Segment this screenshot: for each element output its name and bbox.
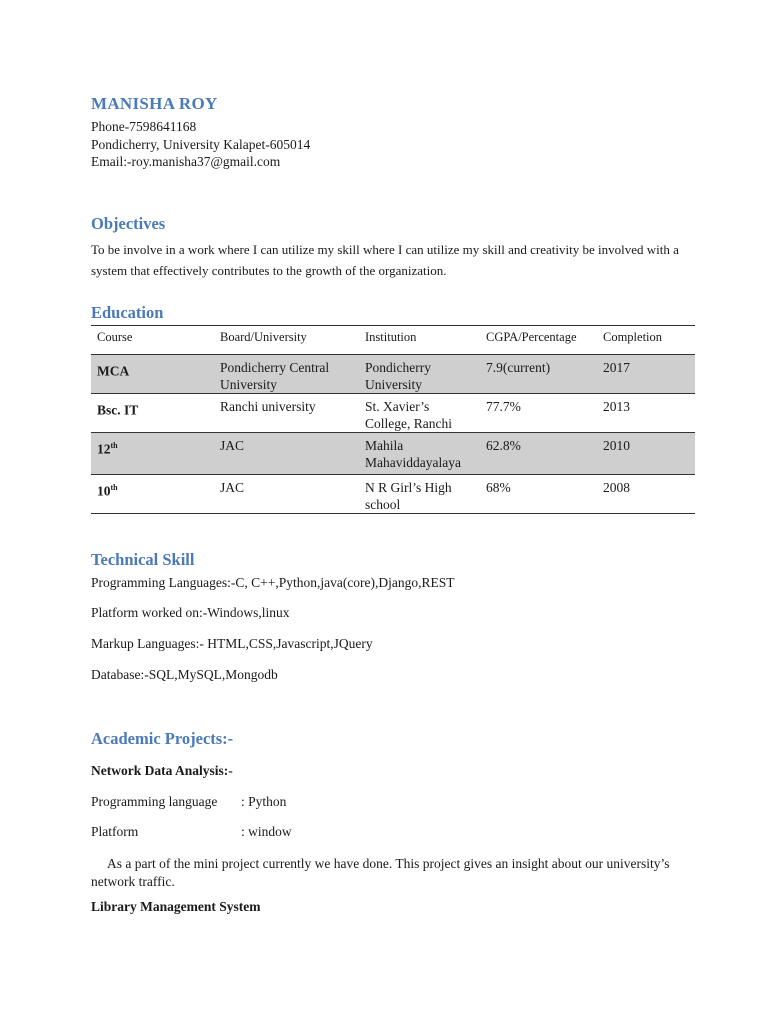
address-text: Pondicherry, University Kalapet-605014 [91,136,311,152]
institution-cell: N R Girl’s High school [365,480,452,512]
column-header-institution: Institution [359,326,480,355]
education-heading: Education [91,303,164,322]
candidate-name: MANISHA ROY [91,94,218,113]
board-cell: Pondicherry Central University [220,360,330,392]
project-language-line [91,794,286,810]
year-cell: 2010 [603,438,630,453]
score-cell: 62.8% [486,438,521,453]
project-platform-line [91,824,292,840]
education-header-row [91,326,695,355]
course-cell: Bsc. IT [97,402,139,418]
course-cell: 12th [97,441,118,457]
institution-cell: Mahila Mahaviddayalaya [365,438,461,470]
course-cell: 10th [97,483,118,499]
score-cell: 68% [486,480,511,495]
email-text: Email:-roy.manisha37@gmail.com [91,154,281,169]
column-header-board: Board/University [214,326,359,355]
board-cell: JAC [220,438,245,453]
score-cell: 7.9(current) [486,360,551,375]
academic-projects-heading: Academic Projects:- [91,729,234,748]
objectives-text: To be involve in a work where I can utilize my skill where I can utilize my skill and creativity be involved with a system that effectively contributes to the growth of the organization. [91,242,679,278]
project-title-library: Library Management System [91,899,261,914]
column-header-score: CGPA/Percentage [480,326,597,355]
skill-line-programming: Programming Languages:-C, C++,Python,java(core),Django,REST [91,575,455,590]
language-label: Programming language [91,794,218,809]
project-title-network: Network Data Analysis:- [91,763,233,778]
year-cell: 2013 [603,399,630,414]
board-cell: Ranchi university [220,399,316,414]
objectives-heading: Objectives [91,214,166,233]
column-header-course: Course [91,326,214,355]
platform-label: Platform [91,824,139,839]
year-cell: 2008 [603,480,630,495]
platform-value: : window [241,824,292,839]
institution-cell: Pondicherry University [365,360,431,392]
project-description: As a part of the mini project currently we have done. This project gives an insight about our university’s network traffic. [91,856,670,889]
course-cell: MCA [97,363,130,379]
skill-line-database: Database:-SQL,MySQL,Mongodb [91,667,278,682]
language-value: : Python [241,794,287,809]
institution-cell: St. Xavier’s College, Ranchi [365,399,452,431]
skill-line-platform: Platform worked on:-Windows,linux [91,605,290,620]
table-row [91,433,695,475]
contact-block [91,118,310,171]
year-cell: 2017 [603,360,630,375]
table-row [91,355,695,394]
column-header-completion: Completion [597,326,695,355]
score-cell: 77.7% [486,399,521,414]
board-cell: JAC [220,480,245,495]
table-row [91,394,695,433]
phone-text: Phone-7598641168 [91,119,197,134]
education-table [91,325,695,514]
technical-skill-heading: Technical Skill [91,550,195,569]
table-row [91,475,695,514]
skill-line-markup: Markup Languages:- HTML,CSS,Javascript,JQuery [91,636,373,651]
